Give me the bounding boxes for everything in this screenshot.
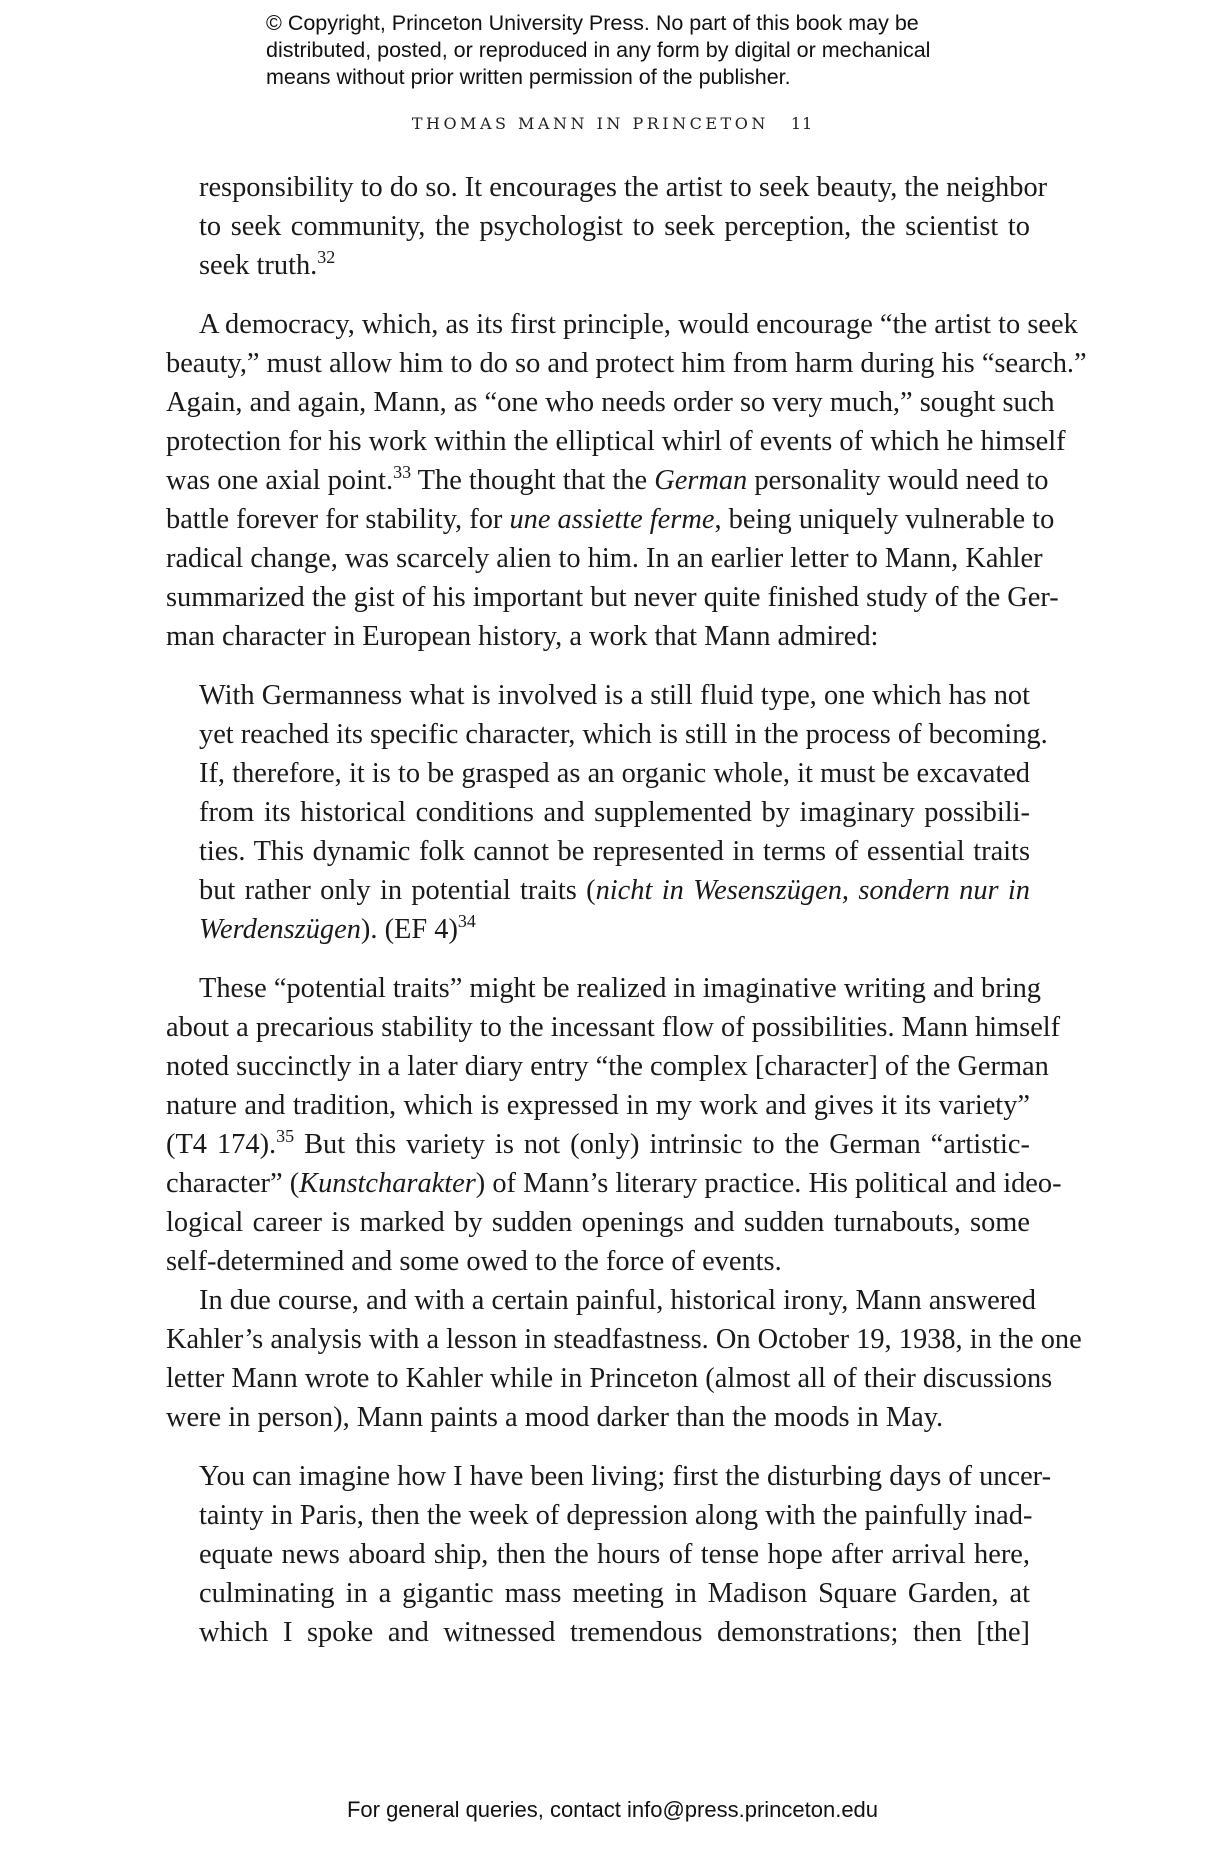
quote-line: from its historical conditions and supplemented by imaginary possibili- (199, 797, 1030, 828)
paragraph-line: noted succinctly in a later diary entry “the complex [character] of the German (166, 1051, 1049, 1082)
paragraph-line: Again, and again, Mann, as “one who needs order so very much,” sought such (166, 387, 1055, 418)
quote-line: responsibility to do so. It encourages the artist to seek beauty, the neighbor (199, 172, 1048, 203)
paragraph-line: character” (Kunstcharakter) of Mann’s literary practice. His political and ideo- (166, 1168, 1062, 1199)
page-number: 11 (790, 114, 814, 133)
quote-line: yet reached its specific character, which is still in the process of becoming. (199, 719, 1048, 750)
paragraph-line: letter Mann wrote to Kahler while in Princeton (almost all of their discussions (166, 1363, 1053, 1394)
quote-line: to seek community, the psychologist to seek perception, the scientist to (199, 211, 1030, 242)
paragraph-line: protection for his work within the elliptical whirl of events of which he himself (166, 426, 1066, 457)
paragraph-line: summarized the gist of his important but never quite finished study of the Ger- (166, 582, 1059, 613)
copyright-line: distributed, posted, or reproduced in any form by digital or mechanical (266, 38, 931, 62)
paragraph-line: beauty,” must allow him to do so and protect him from harm during his “search.” (166, 348, 1087, 379)
running-head (0, 114, 1225, 133)
quote-line: With Germanness what is involved is a still fluid type, one which has not (199, 680, 1030, 711)
quote-line: equate news aboard ship, then the hours of tense hope after arrival here, (199, 1539, 1030, 1570)
paragraph-line: In due course, and with a certain painful, historical irony, Mann answered (199, 1285, 1036, 1316)
copyright-notice (266, 10, 1026, 91)
block-quote (166, 1457, 1052, 1652)
body-text (166, 168, 1087, 1652)
paragraph-line: (T4 174).$^{35}$ But this variety is not (only) intrinsic to the German “artistic- (166, 1126, 1030, 1160)
footer-contact: For general queries, contact info@press.princeton.edu (346, 1797, 879, 1822)
footnote-ref: 35 (276, 1126, 295, 1146)
quote-line: If, therefore, it is to be grasped as an organic whole, it must be excavated (199, 758, 1030, 789)
paragraph (166, 305, 1087, 656)
paragraph-line: were in person), Mann paints a mood darker than the moods in May. (166, 1402, 944, 1433)
paragraph-line: A democracy, which, as its first principle, would encourage “the artist to seek (199, 309, 1078, 340)
paragraph-line: nature and tradition, which is expressed in my work and gives it its variety” (166, 1090, 1030, 1121)
running-head-title: THOMAS MANN IN PRINCETON (411, 114, 769, 133)
block-quote (166, 676, 1048, 949)
paragraph-line: man character in European history, a work that Mann admired: (166, 621, 879, 652)
quote-line: You can imagine how I have been living; first the disturbing days of uncer- (199, 1461, 1052, 1492)
block-quote (166, 168, 1048, 285)
paragraph (166, 969, 1062, 1281)
paragraph (166, 1281, 1082, 1437)
quote-line: ties. This dynamic folk cannot be represented in terms of essential traits (199, 836, 1030, 867)
paragraph-line: self-determined and some owed to the force of events. (166, 1246, 782, 1277)
paragraph-line: radical change, was scarcely alien to him. In an earlier letter to Mann, Kahler (166, 543, 1043, 574)
footnote-ref: 34 (457, 911, 476, 931)
paragraph-line: Kahler’s analysis with a lesson in steadfastness. On October 19, 1938, in the one (166, 1324, 1082, 1355)
footnote-ref: 32 (317, 247, 336, 267)
quote-line: tainty in Paris, then the week of depression along with the painfully inad- (199, 1500, 1033, 1531)
footnote-ref: 33 (393, 462, 412, 482)
paragraph-line: battle forever for stability, for une assiette ferme, being uniquely vulnerable to (166, 504, 1055, 535)
quote-line: Werdenszügen). (EF 4)$^{34}$ (199, 911, 476, 945)
paragraph-line: about a precarious stability to the incessant flow of possibilities. Mann himself (166, 1012, 1061, 1043)
quote-line: culminating in a gigantic mass meeting in Madison Square Garden, at (199, 1578, 1030, 1609)
quote-line: seek truth.$^{32}$ (199, 247, 336, 281)
paragraph-line: logical career is marked by sudden openings and sudden turnabouts, some (166, 1207, 1030, 1238)
paragraph-line: These “potential traits” might be realized in imaginative writing and bring (199, 973, 1041, 1004)
quote-line: but rather only in potential traits (nicht in Wesenszügen, sondern nur in (199, 875, 1030, 906)
paragraph-line: was one axial point.$^{33}$ The thought that the German personality would need to (166, 462, 1049, 496)
quote-line: which I spoke and witnessed tremendous demonstrations; then [the] (199, 1617, 1030, 1648)
copyright-line: means without prior written permission of the publisher. (266, 65, 791, 89)
copyright-line: © Copyright, Princeton University Press. No part of this book may be (266, 11, 919, 35)
